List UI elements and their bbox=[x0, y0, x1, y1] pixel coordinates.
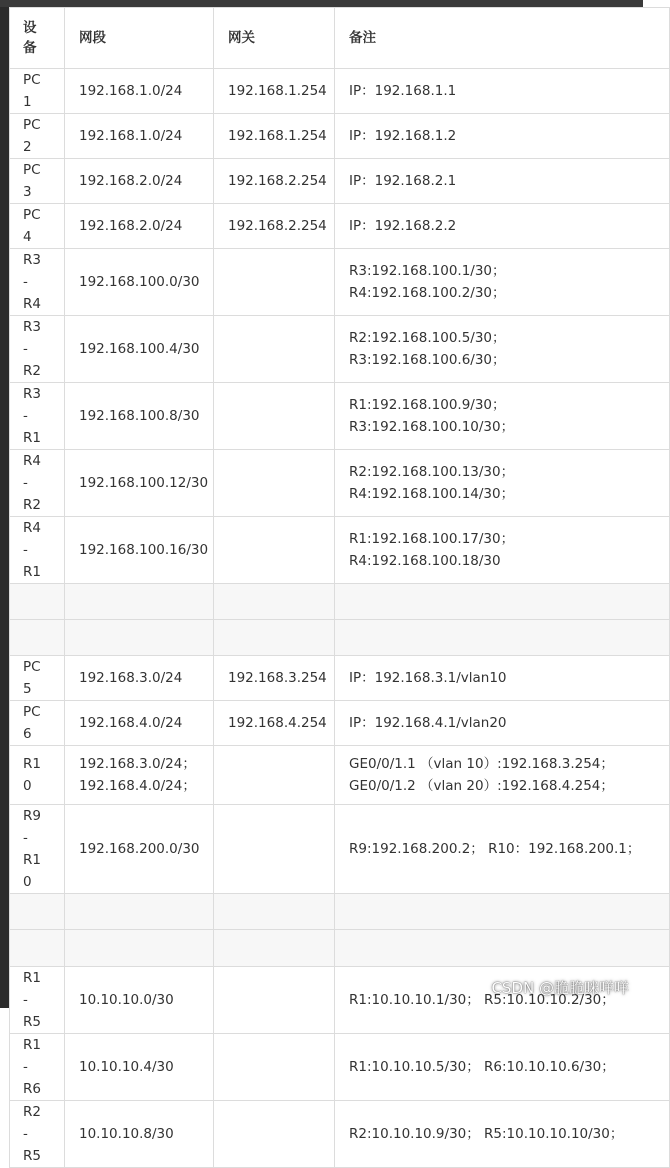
cell-device bbox=[10, 383, 65, 450]
device-label: R1- R6 bbox=[23, 1037, 41, 1097]
table-row bbox=[10, 1034, 670, 1101]
cell-gateway bbox=[214, 746, 335, 805]
cell-device bbox=[10, 894, 65, 930]
cell-segment: 192.168.100.4/30 bbox=[65, 316, 214, 383]
cell-gateway bbox=[214, 517, 335, 584]
cell-device bbox=[10, 1101, 65, 1168]
header-gateway: 网关 bbox=[214, 8, 335, 69]
table-row bbox=[10, 620, 670, 656]
table-row bbox=[10, 930, 670, 967]
cell-note: R3:192.168.100.1/30； R4:192.168.100.2/30； bbox=[335, 249, 670, 316]
cell-gateway bbox=[214, 383, 335, 450]
cell-segment: 10.10.10.0/30 bbox=[65, 967, 214, 1034]
cell-note: R9:192.168.200.2； R10：192.168.200.1； bbox=[335, 805, 670, 894]
table-row bbox=[10, 69, 670, 114]
device-label: PC6 bbox=[23, 704, 41, 742]
cell-gateway bbox=[214, 967, 335, 1034]
cell-device bbox=[10, 1034, 65, 1101]
cell-gateway bbox=[214, 584, 335, 620]
cell-gateway: 192.168.4.254 bbox=[214, 701, 335, 746]
table-row bbox=[10, 805, 670, 894]
device-label: R9- R10 bbox=[23, 808, 41, 890]
cell-device bbox=[10, 316, 65, 383]
table-row bbox=[10, 894, 670, 930]
cell-segment: 192.168.2.0/24 bbox=[65, 159, 214, 204]
device-label: PC4 bbox=[23, 207, 41, 245]
table-row bbox=[10, 656, 670, 701]
table-row bbox=[10, 159, 670, 204]
device-label: R4- R1 bbox=[23, 520, 41, 580]
cell-gateway: 192.168.2.254 bbox=[214, 159, 335, 204]
cell-note: R2:192.168.100.5/30； R3:192.168.100.6/30； bbox=[335, 316, 670, 383]
cell-segment: 192.168.100.16/30 bbox=[65, 517, 214, 584]
table-row bbox=[10, 517, 670, 584]
cell-note: IP：192.168.2.2 bbox=[335, 204, 670, 249]
cell-segment: 192.168.100.0/30 bbox=[65, 249, 214, 316]
cell-device bbox=[10, 584, 65, 620]
cell-gateway bbox=[214, 316, 335, 383]
cell-note: IP：192.168.1.2 bbox=[335, 114, 670, 159]
cell-device bbox=[10, 701, 65, 746]
cell-gateway bbox=[214, 805, 335, 894]
table-row bbox=[10, 383, 670, 450]
device-label: PC2 bbox=[23, 117, 41, 155]
cell-device bbox=[10, 450, 65, 517]
cell-note: IP：192.168.3.1/vlan10 bbox=[335, 656, 670, 701]
cell-segment bbox=[65, 620, 214, 656]
cell-note: R2:10.10.10.9/30； R5:10.10.10.10/30； bbox=[335, 1101, 670, 1168]
cell-segment: 192.168.100.8/30 bbox=[65, 383, 214, 450]
cell-segment: 192.168.4.0/24 bbox=[65, 701, 214, 746]
table-row bbox=[10, 450, 670, 517]
device-label: R3- R1 bbox=[23, 386, 41, 446]
cell-gateway bbox=[214, 249, 335, 316]
table-row bbox=[10, 249, 670, 316]
cell-device bbox=[10, 249, 65, 316]
cell-note: GE0/0/1.1 （vlan 10）:192.168.3.254； GE0/0/1.2 （vlan 20）:192.168.4.254； bbox=[335, 746, 670, 805]
cell-device bbox=[10, 114, 65, 159]
cell-gateway bbox=[214, 620, 335, 656]
device-label: R10 bbox=[23, 756, 41, 794]
cell-gateway bbox=[214, 1101, 335, 1168]
cell-gateway: 192.168.2.254 bbox=[214, 204, 335, 249]
device-label: R3- R2 bbox=[23, 319, 41, 379]
cell-segment: 192.168.3.0/24 bbox=[65, 656, 214, 701]
table-row bbox=[10, 1101, 670, 1168]
device-label: R1- R5 bbox=[23, 970, 41, 1030]
table-body bbox=[10, 69, 670, 1168]
cell-segment: 10.10.10.4/30 bbox=[65, 1034, 214, 1101]
table-row bbox=[10, 701, 670, 746]
cell-device bbox=[10, 517, 65, 584]
cell-segment: 192.168.2.0/24 bbox=[65, 204, 214, 249]
header-device: 设备 bbox=[10, 8, 65, 69]
cell-segment: 192.168.1.0/24 bbox=[65, 69, 214, 114]
cell-segment: 10.10.10.8/30 bbox=[65, 1101, 214, 1168]
cell-device bbox=[10, 656, 65, 701]
cell-note: R1:10.10.10.1/30； R5:10.10.10.2/30； bbox=[335, 967, 670, 1034]
cell-note: R1:192.168.100.9/30； R3:192.168.100.10/30； bbox=[335, 383, 670, 450]
device-label: PC1 bbox=[23, 72, 41, 110]
cell-segment bbox=[65, 584, 214, 620]
cell-note bbox=[335, 930, 670, 967]
cell-gateway: 192.168.1.254 bbox=[214, 114, 335, 159]
device-label: PC5 bbox=[23, 659, 41, 697]
device-label: R2- R5 bbox=[23, 1104, 41, 1164]
cell-device bbox=[10, 204, 65, 249]
cell-note: R1:192.168.100.17/30； R4:192.168.100.18/30 bbox=[335, 517, 670, 584]
cell-note: IP：192.168.2.1 bbox=[335, 159, 670, 204]
cell-gateway bbox=[214, 1034, 335, 1101]
cell-gateway: 192.168.1.254 bbox=[214, 69, 335, 114]
cell-note: R2:192.168.100.13/30； R4:192.168.100.14/30； bbox=[335, 450, 670, 517]
cell-device bbox=[10, 967, 65, 1034]
cell-segment: 192.168.200.0/30 bbox=[65, 805, 214, 894]
cell-gateway bbox=[214, 450, 335, 517]
header-segment: 网段 bbox=[65, 8, 214, 69]
table-row bbox=[10, 584, 670, 620]
table-row bbox=[10, 316, 670, 383]
cell-note bbox=[335, 584, 670, 620]
cell-segment bbox=[65, 894, 214, 930]
cell-segment: 192.168.1.0/24 bbox=[65, 114, 214, 159]
cell-device bbox=[10, 746, 65, 805]
cell-device bbox=[10, 805, 65, 894]
cell-segment: 192.168.100.12/30 bbox=[65, 450, 214, 517]
header-row bbox=[10, 8, 670, 69]
cell-gateway: 192.168.3.254 bbox=[214, 656, 335, 701]
table-row bbox=[10, 746, 670, 805]
device-label: R3- R4 bbox=[23, 252, 41, 312]
cell-device bbox=[10, 69, 65, 114]
cell-note: R1:10.10.10.5/30； R6:10.10.10.6/30； bbox=[335, 1034, 670, 1101]
watermark: CSDN @脆脆咪咩咩 bbox=[491, 979, 629, 997]
cell-note bbox=[335, 620, 670, 656]
cell-gateway bbox=[214, 894, 335, 930]
header-note: 备注 bbox=[335, 8, 670, 69]
table-row bbox=[10, 114, 670, 159]
cell-device bbox=[10, 930, 65, 967]
cell-note bbox=[335, 894, 670, 930]
device-label: R4- R2 bbox=[23, 453, 41, 513]
cell-note: IP：192.168.1.1 bbox=[335, 69, 670, 114]
cell-device bbox=[10, 159, 65, 204]
cell-note: IP：192.168.4.1/vlan20 bbox=[335, 701, 670, 746]
cell-segment bbox=[65, 930, 214, 967]
cell-gateway bbox=[214, 930, 335, 967]
table-row bbox=[10, 204, 670, 249]
device-label: PC3 bbox=[23, 162, 41, 200]
cell-device bbox=[10, 620, 65, 656]
cell-segment: 192.168.3.0/24； 192.168.4.0/24； bbox=[65, 746, 214, 805]
